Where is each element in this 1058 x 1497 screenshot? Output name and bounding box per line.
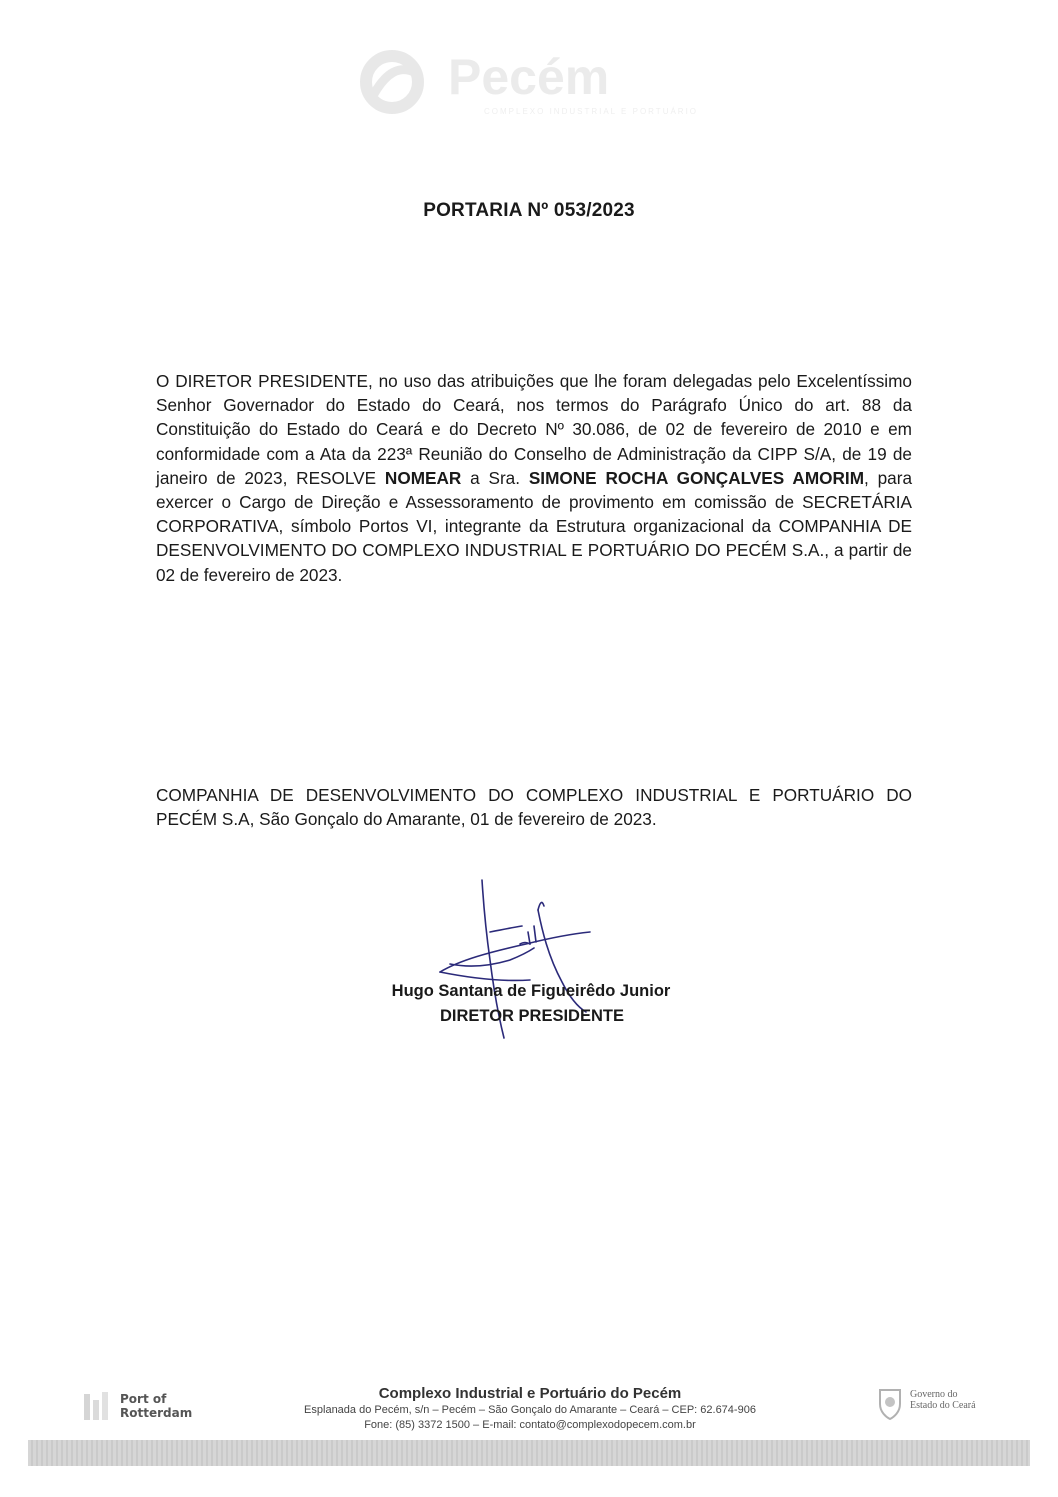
- footer-bar: [28, 1440, 1030, 1466]
- gov-line-1: Governo do: [910, 1389, 958, 1400]
- gov-line-2: Estado do Ceará: [910, 1400, 976, 1411]
- paragraph-part-3: , para exercer o Cargo de Direção e Assessoramento de provimento em comissão de SECRETÁRIA CORPORATIVA, símbolo Portos VI, integrante da Estrutura organizacional da COMPANHIA DE DESENVOLVIMENTO DO COMPLEXO INDUSTRIAL E PORTUÁRIO DO PECÉM S.A., a partir de 02 de fevereiro de 2023.: [156, 467, 913, 585]
- partner-line-2: Rotterdam: [120, 1406, 193, 1420]
- state-crest-icon: [876, 1386, 904, 1420]
- paragraph-part-2: a Sra.: [461, 467, 529, 488]
- pecem-logo-icon: [360, 42, 710, 122]
- logo-text: Pecém: [448, 49, 610, 105]
- resolution-paragraph: [156, 369, 912, 587]
- logo-subtitle: COMPLEXO INDUSTRIAL E PORTUÁRIO: [484, 107, 699, 116]
- paragraph-part-1: O DIRETOR PRESIDENTE, no uso das atribuições que lhe foram delegadas pelo Excelentíssimo Senhor Governador do Estado do Ceará, nos termos do Parágrafo Único do art. 88 da Constituição do Estado do Ceará e do Decreto Nº 30.086, de 02 de fevereiro de 2010 e em conformidade com a Ata da 223ª Reunião do Conselho de Administração da CIPP S/A, de 19 de janeiro de 2023, RESOLVE: [156, 371, 912, 488]
- footer-title: Complexo Industrial e Portuário do Pecém: [378, 1385, 682, 1402]
- signer-role: DIRETOR PRESIDENTE: [440, 1007, 624, 1025]
- company-logo-watermark: [360, 42, 710, 122]
- rotterdam-mark-icon: [82, 1390, 112, 1424]
- partner-line-1: Port of: [120, 1392, 167, 1406]
- footer-info: [240, 1384, 820, 1433]
- footer-address: Esplanada do Pecém, s/n – Pecém – São Gonçalo do Amarante – Ceará – CEP: 62.674-906: [304, 1404, 756, 1416]
- footer-contact: Fone: (85) 3372 1500 – E-mail: contato@complexodopecem.com.br: [364, 1419, 696, 1431]
- signer-name: Hugo Santana de Figueirêdo Junior: [391, 982, 671, 1000]
- government-logo: [876, 1386, 1016, 1426]
- resolution-verb: NOMEAR: [384, 467, 462, 488]
- document-title: PORTARIA Nº 053/2023: [423, 200, 635, 221]
- partner-logo: [82, 1388, 212, 1428]
- appointee-name: SIMONE ROCHA GONÇALVES AMORIM: [528, 467, 865, 488]
- place-and-date: COMPANHIA DE DESENVOLVIMENTO DO COMPLEXO INDUSTRIAL E PORTUÁRIO DO PECÉM S.A, São Gonçalo do Amarante, 01 de fevereiro de 2023.: [156, 785, 912, 830]
